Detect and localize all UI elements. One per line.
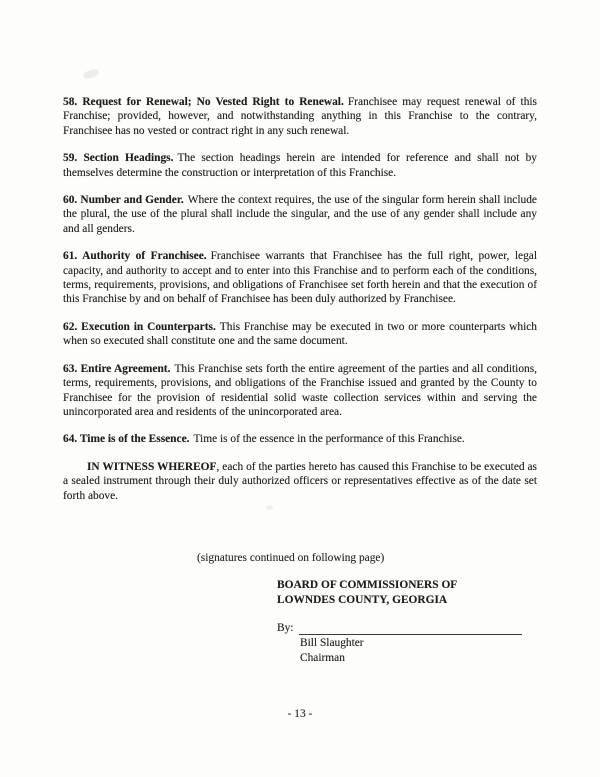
- section-59-paragraph: [63, 151, 537, 180]
- in-witness-whereof-paragraph: [63, 460, 537, 503]
- section-64-paragraph: [63, 432, 537, 446]
- section-59-heading: [63, 152, 173, 164]
- section-text: This Franchise may be executed in two or more counterparts which when so executed shall constitute one and the same document.: [63, 320, 537, 348]
- section-title: Time is of the Essence.: [79, 433, 190, 446]
- section-number: 60.: [63, 194, 78, 207]
- section-text: Franchisee may request renewal of this Franchise; provided, however, and notwithstanding anything in this Franchise to the contrary, Franchisee has no vested or contract right in any such renewal.: [63, 96, 537, 137]
- scan-smudge: [82, 68, 100, 81]
- signature-by-row: [277, 621, 522, 636]
- signer-title: Chairman: [300, 652, 345, 665]
- section-title: Authority of Franchisee.: [82, 250, 207, 263]
- section-62-paragraph: [63, 320, 537, 349]
- org-name-line2: LOWNDES COUNTY, GEORGIA: [277, 593, 448, 606]
- section-text: Where the context requires, the use of the singular form herein shall include the plural, the use of the plural shall include the singular, and the use of any gender shall include any and all genders.: [63, 194, 537, 235]
- section-number: 63.: [63, 362, 78, 375]
- signature-block: [277, 578, 522, 666]
- section-63-paragraph: [63, 362, 537, 420]
- section-number: 64.: [63, 433, 78, 446]
- witness-text: , each of the parties hereto has caused this Franchise to be executed as a sealed instrument through their duly authorized officers or representatives effective as of the date set forth above.: [63, 460, 537, 502]
- section-58-paragraph: [63, 95, 537, 138]
- section-number: 59.: [63, 152, 78, 165]
- section-60-heading: [63, 194, 184, 206]
- witness-lead: IN WITNESS WHEREOF: [87, 460, 217, 473]
- section-64-heading: [63, 433, 189, 445]
- by-label: By:: [277, 621, 294, 634]
- org-name-line1: BOARD OF COMMISSIONERS OF: [277, 579, 458, 591]
- section-number: 61.: [63, 250, 78, 263]
- section-text: Time is of the essence in the performance of this Franchise.: [193, 433, 465, 446]
- signatory-organization: [277, 578, 522, 608]
- section-title: Entire Agreement.: [80, 362, 171, 375]
- section-61-paragraph: [63, 249, 537, 307]
- section-61-heading: [63, 250, 207, 262]
- signature-line: [299, 621, 522, 635]
- section-63-heading: [63, 363, 170, 375]
- signatures-continuation-note: (signatures continued on following page): [197, 552, 385, 564]
- section-text: This Franchise sets forth the entire agreement of the parties and all conditions, terms, requirements, provisions, and obligations of the Franchise issued and granted by the County to Franchisee for the provision of residential solid waste collection services within and serving the unincorporated area and residents of the unincorporated area.: [63, 362, 537, 418]
- section-title: Request for Renewal; No Vested Right to Renewal.: [82, 96, 344, 108]
- document-body: [63, 95, 537, 503]
- section-number: 58.: [63, 96, 78, 108]
- section-number: 62.: [63, 320, 78, 333]
- page-number: - 13 -: [287, 708, 313, 720]
- section-title: Execution in Counterparts.: [81, 320, 216, 333]
- section-62-heading: [63, 321, 216, 333]
- section-title: Number and Gender.: [80, 194, 184, 207]
- section-title: Section Headings.: [83, 152, 174, 165]
- section-58-heading: [63, 96, 344, 108]
- scan-speck: [266, 505, 273, 510]
- section-60-paragraph: [63, 193, 537, 236]
- section-text: The section headings herein are intended for reference and shall not by themselves determine the construction or interpretation of this Franchise.: [63, 152, 537, 179]
- signer-name: Bill Slaughter: [300, 637, 364, 650]
- section-text: Franchisee warrants that Franchisee has the full right, power, legal capacity, and authority to accept and to enter into this Franchise and to perform each of the conditions, terms, requirements, provisions, and obligations of Franchisee set forth herein and that the execution of this Franchise by and on behalf of Franchisee has been duly authorized by Franchisee.: [63, 250, 537, 306]
